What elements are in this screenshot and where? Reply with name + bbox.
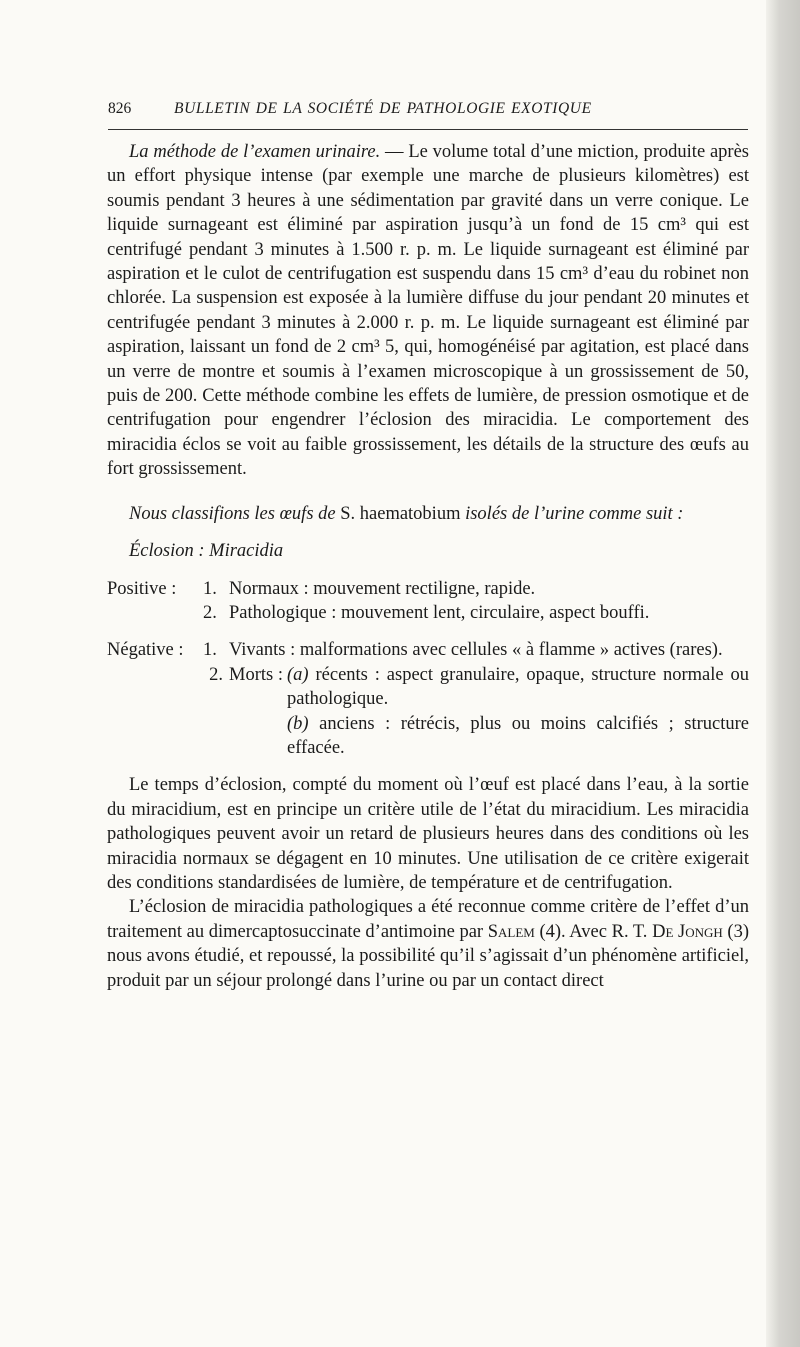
negative-item-2b: (b) anciens : rétrécis, plus ou moins calcifiés ; structure effacée.: [287, 713, 750, 758]
negative-item-2a: 2. Morts : (a) récents : aspect granulaire, opaque, structure normale ou pathologique.: [209, 664, 749, 710]
species-name: S. haematobium: [340, 503, 461, 524]
pathological-hatching-paragraph: L’éclosion de miracidia pathologiques a été reconnue comme critère de l’effet d’un traitement au dimercaptosuccinate d’antimoine par Salem (4). Avec R. T. De Jongh (3) nous avons étudié, et repoussé, la possibilité qu’il s’agissait d’un phénomène artificiel, produit par un séjour prolongé dans l’urine ou par un contact direct: [107, 897, 749, 991]
author-salem: Salem: [487, 921, 535, 942]
classification-intro: Nous classifions les œufs de S. haematobium isolés de l’urine comme suit :: [129, 503, 684, 524]
classification-columns: Éclosion : Miracidia: [129, 541, 284, 562]
positive-label: Positive :: [107, 578, 177, 599]
author-de-jongh: De Jongh: [652, 921, 723, 942]
running-header: [108, 100, 748, 124]
page-number: 826: [108, 100, 132, 117]
positive-item-1: Positive : 1. Normaux : mouvement rectiligne, rapide.: [107, 577, 749, 601]
method-text: — Le volume total d’une miction, produite après un effort physique intense (par exemple une marche de plusieurs kilomètres) est soumis pendant 3 heures à une sédimentation par gravité dans un verre conique. Le liquide surnageant est éliminé par aspiration jusqu’à un fond de 15 cm³ qui est centrifugé pendant 3 minutes à 1.500 r. p. m. Le liquide surnageant est éliminé par aspiration et le culot de centrifugation est suspendu dans 15 cm³ d’eau du robinet non chlorée. La suspension est exposée à la lumière diffuse du jour pendant 20 minutes et centrifugée pendant 3 minutes à 2.000 r. p. m. Le liquide surnageant est éliminé par aspiration, laissant un fond de 2 cm³ 5, qui, homogénéisé par agitation, est placé dans un verre de montre et soumis à l’examen microscopique à un grossissement de 50, puis de 200. Cette méthode combine les effets de lumière, de pression osmotique et de centrifugation pour engendrer l’éclosion des miracidia. Le comportement des miracidia éclos se voit au faible grossissement, les détails de la structure des œufs au fort grossissement.: [107, 142, 749, 480]
hatching-time-paragraph: Le temps d’éclosion, compté du moment où l’œuf est placé dans l’eau, à la sortie du miracidium, est en principe un critère utile de l’état du miracidium. Les miracidia pathologiques peuvent avoir un retard de plusieurs heures dans des conditions où les miracidia normaux se dégagent en 10 minutes. Une utilisation de ce critère exigerait des conditions standardisées de lumière, de température et de centrifugation.: [107, 775, 749, 893]
negative-label: Négative :: [107, 640, 184, 661]
positive-item-2: 2. Pathologique : mouvement lent, circulaire, aspect bouffi.: [203, 602, 650, 623]
journal-title: BULLETIN DE LA SOCIÉTÉ DE PATHOLOGIE EXOTIQUE: [174, 100, 592, 117]
method-paragraph: [107, 140, 749, 482]
method-heading: La méthode de l’examen urinaire.: [129, 142, 381, 162]
page-edge-shadow: [766, 0, 800, 1347]
header-rule: [108, 129, 748, 130]
body-text: [107, 140, 749, 993]
negative-item-1: Négative : 1. Vivants : malformations avec cellules « à flamme » actives (rares).: [107, 638, 749, 662]
